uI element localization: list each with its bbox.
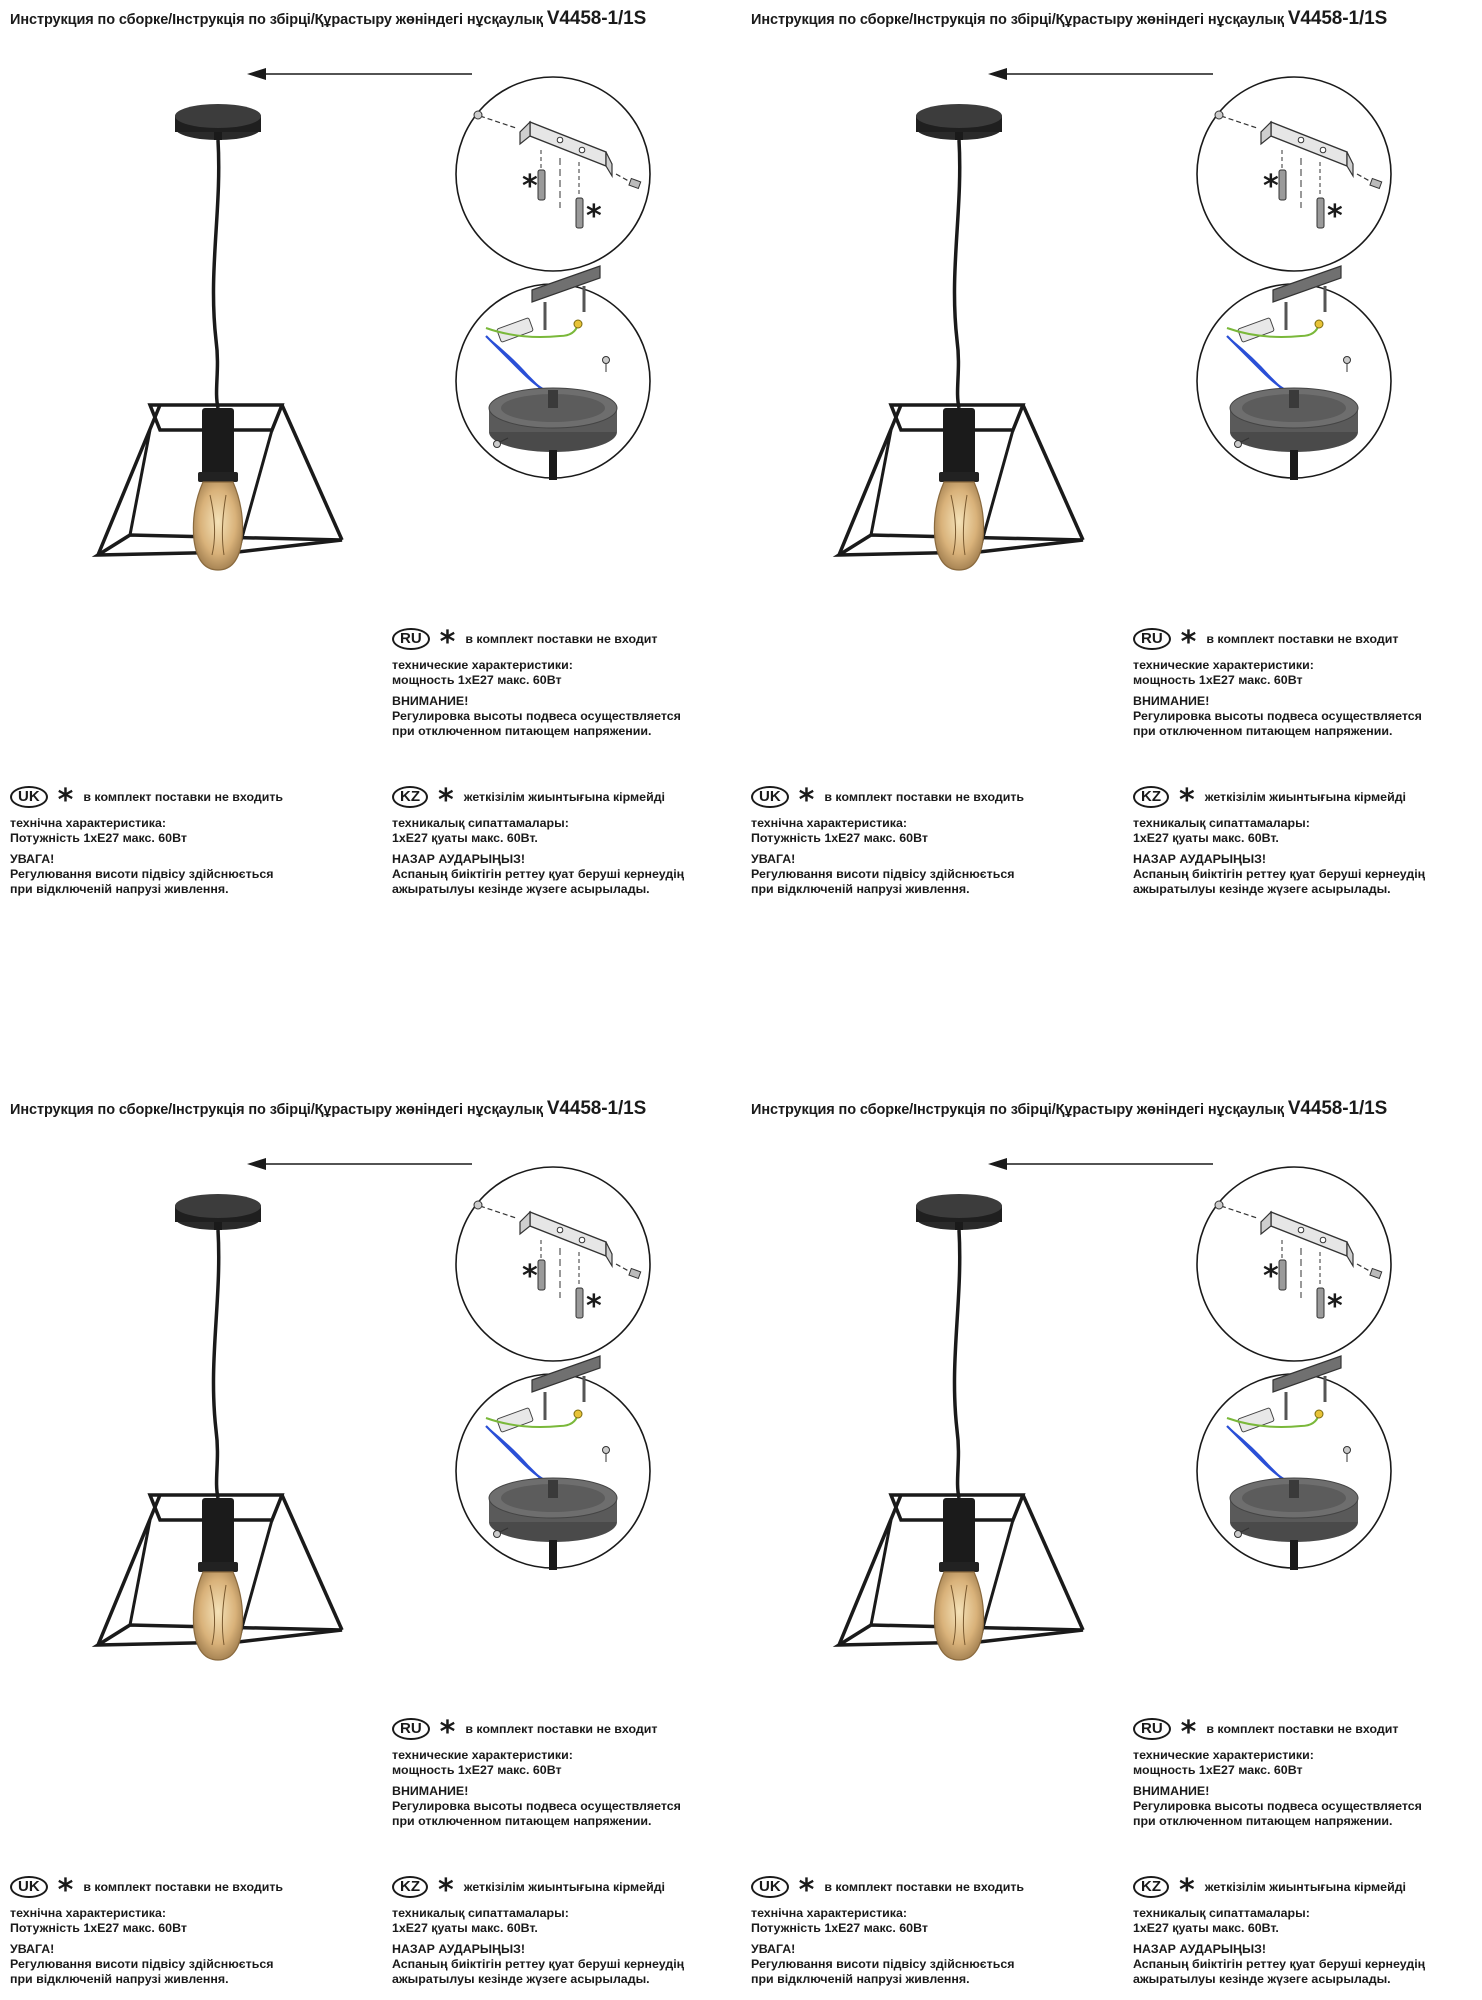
spec-value: 1хЕ27 қуаты макс. 60Вт. [1133,831,1279,845]
warning-text: при відключеній напрузі живлення. [751,1972,970,1986]
not-included-note: в комплект поставки не входит [465,631,658,646]
instruction-panel [0,1090,741,2000]
warning-text: Регулювання висоти підвісу здійснюється [751,867,1015,881]
asterisk-icon: * [439,1715,456,1750]
not-included-marker: * [522,1259,538,1294]
warning-text: при отключенном питающем напряжении. [1133,724,1393,738]
language-badge-ru: RU [1133,628,1171,650]
asterisk-icon: * [1180,1715,1197,1750]
instruction-panel [741,1090,1482,2000]
asterisk-icon: * [798,1873,815,1908]
asterisk-icon: * [1180,625,1197,660]
warning-heading: НАЗАР АУДАРЫҢЫЗ! [392,1942,526,1956]
warning-text: Аспаның биіктігін реттеу қуат беруші кернеудің [392,867,685,881]
language-badge-ru: RU [1133,1718,1171,1740]
spec-value: Потужність 1хЕ27 макс. 60Вт [10,831,187,845]
not-included-note: в комплект поставки не входить [824,1879,1025,1894]
asterisk-icon: * [57,783,74,818]
title-text: Инструкция по сборке/Інструкція по збірці/Құрастыру жөніндегі нұсқаулық [10,1102,543,1118]
not-included-marker: * [586,199,602,234]
warning-text: при відключеній напрузі живлення. [751,882,970,896]
page-title [10,1098,735,1120]
not-included-note: жеткізілім жиынтығына кірмейді [1204,789,1406,804]
asterisk-icon: * [798,783,815,818]
warning-heading: УВАГА! [10,852,55,866]
not-included-marker: * [1263,169,1279,204]
warning-heading: НАЗАР АУДАРЫҢЫЗ! [392,852,526,866]
language-badge-ru: RU [392,628,430,650]
spec-heading: технические характеристики: [1133,1748,1314,1762]
warning-text: Регулировка высоты подвеса осуществляется [1133,709,1422,723]
spec-value: мощность 1хЕ27 макс. 60Вт [1133,1763,1303,1777]
spec-value: Потужність 1хЕ27 макс. 60Вт [10,1921,187,1935]
warning-text: Регулировка высоты подвеса осуществляется [392,709,681,723]
not-included-note: в комплект поставки не входить [83,1879,284,1894]
title-text: Инструкция по сборке/Інструкція по збірці/Құрастыру жөніндегі нұсқаулық [751,12,1284,28]
spec-heading: техникалық сипаттамалары: [392,816,569,830]
warning-text: ажыратылуы кезінде жүзеге асырылады. [392,882,650,896]
language-badge-kz: KZ [392,786,428,808]
spec-heading: технічна характеристика: [10,816,167,830]
model-code: V4458-1/1S [546,8,647,29]
pendant-lamp-illustration [98,104,342,570]
model-code: V4458-1/1S [1287,1098,1388,1119]
not-included-note: в комплект поставки не входит [1206,1721,1399,1736]
section-uk [10,1872,350,1987]
asterisk-icon: * [439,625,456,660]
warning-text: Регулювання висоти підвісу здійснюється [751,1957,1015,1971]
not-included-note: в комплект поставки не входит [1206,631,1399,646]
warning-heading: ВНИМАНИЕ! [392,1784,469,1798]
warning-text: Аспаның биіктігін реттеу қуат беруші кернеудің [392,1957,685,1971]
mounting-bracket-detail [456,77,650,271]
instruction-panel [0,0,741,1000]
section-kz [392,1872,737,1987]
warning-heading: НАЗАР АУДАРЫҢЫЗ! [1133,1942,1267,1956]
not-included-marker: * [1327,1289,1343,1324]
spec-heading: технические характеристики: [392,1748,573,1762]
wiring-detail [1197,1356,1391,1570]
section-ru [1133,1714,1473,1829]
spec-value: Потужність 1хЕ27 макс. 60Вт [751,831,928,845]
spec-heading: техникалық сипаттамалары: [1133,816,1310,830]
warning-heading: ВНИМАНИЕ! [1133,694,1210,708]
section-kz [1133,782,1478,897]
pendant-lamp-illustration [839,104,1083,570]
warning-text: Аспаның биіктігін реттеу қуат беруші кернеудің [1133,1957,1426,1971]
warning-heading: УВАГА! [751,1942,796,1956]
warning-text: Регулювання висоти підвісу здійснюється [10,1957,274,1971]
pendant-lamp-illustration [98,1194,342,1660]
spec-heading: технічна характеристика: [751,816,908,830]
mounting-bracket-detail [456,1167,650,1361]
arrow-left-icon [988,68,1213,80]
title-text: Инструкция по сборке/Інструкція по збірці/Құрастыру жөніндегі нұсқаулық [751,1102,1284,1118]
wiring-detail [1197,266,1391,480]
warning-text: при отключенном питающем напряжении. [392,724,652,738]
section-ru [1133,624,1473,739]
warning-heading: УВАГА! [10,1942,55,1956]
mounting-bracket-detail [1197,1167,1391,1361]
spec-heading: технічна характеристика: [10,1906,167,1920]
not-included-note: в комплект поставки не входить [83,789,284,804]
spec-value: мощность 1хЕ27 макс. 60Вт [1133,673,1303,687]
section-uk [751,1872,1091,1987]
language-badge-uk: UK [10,1876,48,1898]
language-badge-kz: KZ [1133,1876,1169,1898]
spec-heading: технические характеристики: [392,658,573,672]
spec-heading: техникалық сипаттамалары: [1133,1906,1310,1920]
wiring-detail [456,1356,650,1570]
arrow-left-icon [247,1158,472,1170]
warning-text: ажыратылуы кезінде жүзеге асырылады. [392,1972,650,1986]
asterisk-icon: * [1179,1873,1195,1908]
warning-text: при відключеній напрузі живлення. [10,1972,229,1986]
warning-text: ажыратылуы кезінде жүзеге асырылады. [1133,1972,1391,1986]
warning-text: при отключенном питающем напряжении. [1133,1814,1393,1828]
spec-value: Потужність 1хЕ27 макс. 60Вт [751,1921,928,1935]
spec-value: 1хЕ27 қуаты макс. 60Вт. [392,1921,538,1935]
spec-value: мощность 1хЕ27 макс. 60Вт [392,673,562,687]
instruction-panel [741,0,1482,1000]
warning-heading: НАЗАР АУДАРЫҢЫЗ! [1133,852,1267,866]
section-kz [1133,1872,1478,1987]
language-badge-uk: UK [751,786,789,808]
asterisk-icon: * [438,1873,454,1908]
model-code: V4458-1/1S [546,1098,647,1119]
warning-text: Регулировка высоты подвеса осуществляется [392,1799,681,1813]
not-included-marker: * [1327,199,1343,234]
not-included-marker: * [522,169,538,204]
not-included-note: в комплект поставки не входит [465,1721,658,1736]
page-title [10,8,735,30]
not-included-note: жеткізілім жиынтығына кірмейді [463,789,665,804]
language-badge-uk: UK [751,1876,789,1898]
language-badge-kz: KZ [1133,786,1169,808]
warning-heading: УВАГА! [751,852,796,866]
language-badge-ru: RU [392,1718,430,1740]
section-ru [392,624,732,739]
not-included-note: в комплект поставки не входить [824,789,1025,804]
assembly-illustration [741,40,1482,600]
asterisk-icon: * [57,1873,74,1908]
warning-text: Регулировка высоты подвеса осуществляется [1133,1799,1422,1813]
section-ru [392,1714,732,1829]
not-included-marker: * [586,1289,602,1324]
warning-heading: ВНИМАНИЕ! [392,694,469,708]
spec-value: 1хЕ27 қуаты макс. 60Вт. [1133,1921,1279,1935]
mounting-bracket-detail [1197,77,1391,271]
warning-text: при відключеній напрузі живлення. [10,882,229,896]
section-kz [392,782,737,897]
not-included-note: жеткізілім жиынтығына кірмейді [1204,1879,1406,1894]
asterisk-icon: * [1179,783,1195,818]
language-badge-uk: UK [10,786,48,808]
title-text: Инструкция по сборке/Інструкція по збірці/Құрастыру жөніндегі нұсқаулық [10,12,543,28]
page-title [751,1098,1476,1120]
not-included-marker: * [1263,1259,1279,1294]
warning-text: Регулювання висоти підвісу здійснюється [10,867,274,881]
spec-value: 1хЕ27 қуаты макс. 60Вт. [392,831,538,845]
pendant-lamp-illustration [839,1194,1083,1660]
section-uk [10,782,350,897]
warning-text: Аспаның биіктігін реттеу қуат беруші кернеудің [1133,867,1426,881]
spec-value: мощность 1хЕ27 макс. 60Вт [392,1763,562,1777]
not-included-note: жеткізілім жиынтығына кірмейді [463,1879,665,1894]
assembly-illustration [741,1130,1482,1690]
language-badge-kz: KZ [392,1876,428,1898]
page-title [751,8,1476,30]
spec-heading: технічна характеристика: [751,1906,908,1920]
warning-text: ажыратылуы кезінде жүзеге асырылады. [1133,882,1391,896]
arrow-left-icon [988,1158,1213,1170]
section-uk [751,782,1091,897]
warning-text: при отключенном питающем напряжении. [392,1814,652,1828]
assembly-illustration [0,1130,741,1690]
spec-heading: технические характеристики: [1133,658,1314,672]
wiring-detail [456,266,650,480]
arrow-left-icon [247,68,472,80]
model-code: V4458-1/1S [1287,8,1388,29]
warning-heading: ВНИМАНИЕ! [1133,1784,1210,1798]
spec-heading: техникалық сипаттамалары: [392,1906,569,1920]
assembly-illustration [0,40,741,600]
asterisk-icon: * [438,783,454,818]
